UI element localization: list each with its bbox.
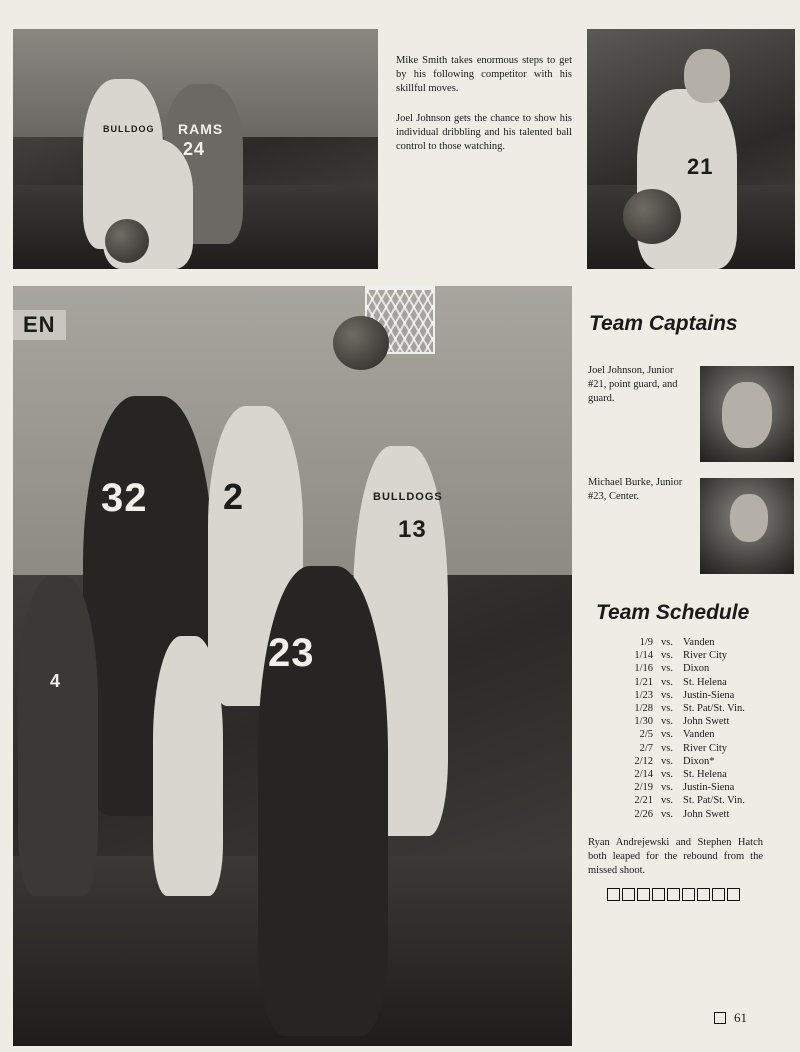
jersey-number: 13 (398, 516, 427, 543)
photo-caption: Ryan Andrejewski and Stephen Hatch both leaped for the rebound from the missed shoot. (588, 837, 763, 876)
captain-photo (700, 366, 794, 462)
schedule-vs: vs. (661, 676, 673, 688)
schedule-table (616, 636, 745, 821)
photo-caption: Joel Johnson gets the chance to show his individual dribbling and his talented ball control to those watching. (396, 113, 572, 152)
schedule-vs: vs. (661, 703, 673, 715)
schedule-opponent: Justin-Siena (683, 782, 735, 794)
schedule-row (616, 702, 745, 715)
schedule-vs: vs. (661, 795, 673, 807)
schedule-date: 1/9 (639, 637, 653, 648)
basketball (623, 189, 681, 244)
schedule-row (616, 742, 745, 755)
schedule-date: 2/26 (634, 808, 653, 820)
schedule-opponent: Dixon* (683, 755, 715, 767)
schedule-vs: vs. (661, 755, 673, 767)
schedule-opponent: John Swett (683, 808, 730, 820)
schedule-row (616, 636, 745, 649)
schedule-date: 2/12 (634, 755, 653, 767)
square-icon (667, 888, 680, 901)
schedule-date: 2/7 (639, 742, 653, 754)
jersey-text: RAMS (178, 121, 224, 137)
captain-caption: Michael Burke, Junior #23, Center. (588, 477, 683, 502)
player-head (730, 494, 768, 542)
page-number (714, 1010, 747, 1026)
schedule-row (616, 794, 745, 807)
photo-main (13, 286, 572, 1046)
captain-photo (700, 478, 794, 574)
photo-caption: Mike Smith takes enormous steps to get by his following competitor with his skillful moves. (396, 55, 572, 94)
team-captains-heading: Team Captains (589, 312, 738, 335)
schedule-row (616, 689, 745, 702)
jersey-number: 32 (101, 476, 148, 520)
schedule-row (616, 728, 745, 741)
page-number-text: 61 (734, 1010, 747, 1025)
square-icon (622, 888, 635, 901)
schedule-date: 2/14 (634, 769, 653, 781)
jersey-number: 23 (268, 631, 315, 675)
square-icon (727, 888, 740, 901)
schedule-row (616, 676, 745, 689)
square-icon (682, 888, 695, 901)
schedule-date: 1/30 (634, 716, 653, 728)
decorative-boxes (607, 888, 740, 901)
schedule-opponent: River City (683, 650, 728, 662)
schedule-opponent: Justin-Siena (683, 689, 735, 701)
schedule-vs: vs. (661, 769, 673, 781)
player-head (684, 49, 730, 103)
schedule-opponent: River City (683, 742, 728, 754)
jersey-text: BULLDOGS (373, 491, 443, 503)
schedule-opponent: Vanden (683, 729, 715, 741)
basketball (105, 219, 149, 263)
schedule-opponent: Dixon (683, 663, 710, 675)
schedule-vs: vs. (661, 650, 673, 662)
schedule-vs: vs. (661, 637, 673, 648)
square-icon (712, 888, 725, 901)
square-icon (697, 888, 710, 901)
schedule-date: 2/19 (634, 782, 653, 794)
schedule-vs: vs. (661, 742, 673, 754)
schedule-opponent: John Swett (683, 716, 730, 728)
schedule-date: 2/21 (634, 795, 653, 807)
jersey-number: 2 (223, 476, 245, 517)
basketball (333, 316, 389, 370)
square-icon (607, 888, 620, 901)
schedule-date: 1/23 (634, 689, 653, 701)
wall-sign: EN (13, 310, 66, 340)
schedule-opponent: St. Pat/St. Vin. (683, 703, 745, 715)
jersey-number: 4 (50, 671, 62, 691)
schedule-opponent: St. Pat/St. Vin. (683, 795, 745, 807)
schedule-date: 1/28 (634, 703, 653, 715)
player-head (722, 382, 772, 448)
schedule-vs: vs. (661, 689, 673, 701)
schedule-date: 1/14 (634, 650, 653, 662)
schedule-date: 2/5 (639, 729, 653, 741)
square-icon (652, 888, 665, 901)
photo-top-right (587, 29, 795, 269)
schedule-vs: vs. (661, 782, 673, 794)
photo-top-left (13, 29, 378, 269)
schedule-vs: vs. (661, 808, 673, 820)
schedule-opponent: Vanden (683, 637, 715, 648)
schedule-vs: vs. (661, 663, 673, 675)
team-schedule-heading: Team Schedule (596, 601, 750, 624)
player-figure (153, 636, 223, 896)
captain-caption: Joel Johnson, Junior #21, point guard, and guard. (588, 365, 678, 404)
jersey-text: BULLDOG (103, 124, 155, 134)
square-icon (714, 1012, 726, 1024)
schedule-row (616, 662, 745, 675)
schedule-vs: vs. (661, 729, 673, 741)
player-figure (18, 576, 98, 896)
schedule-row (616, 768, 745, 781)
schedule-row (616, 715, 745, 728)
schedule-date: 1/16 (634, 663, 653, 675)
schedule-row (616, 808, 745, 821)
square-icon (637, 888, 650, 901)
schedule-vs: vs. (661, 716, 673, 728)
schedule-opponent: St. Helena (683, 769, 727, 781)
jersey-number: 24 (183, 139, 206, 159)
schedule-date: 1/21 (634, 676, 653, 688)
jersey-number: 21 (687, 154, 714, 179)
schedule-row (616, 649, 745, 662)
schedule-row (616, 781, 745, 794)
schedule-opponent: St. Helena (683, 676, 727, 688)
schedule-row (616, 755, 745, 768)
